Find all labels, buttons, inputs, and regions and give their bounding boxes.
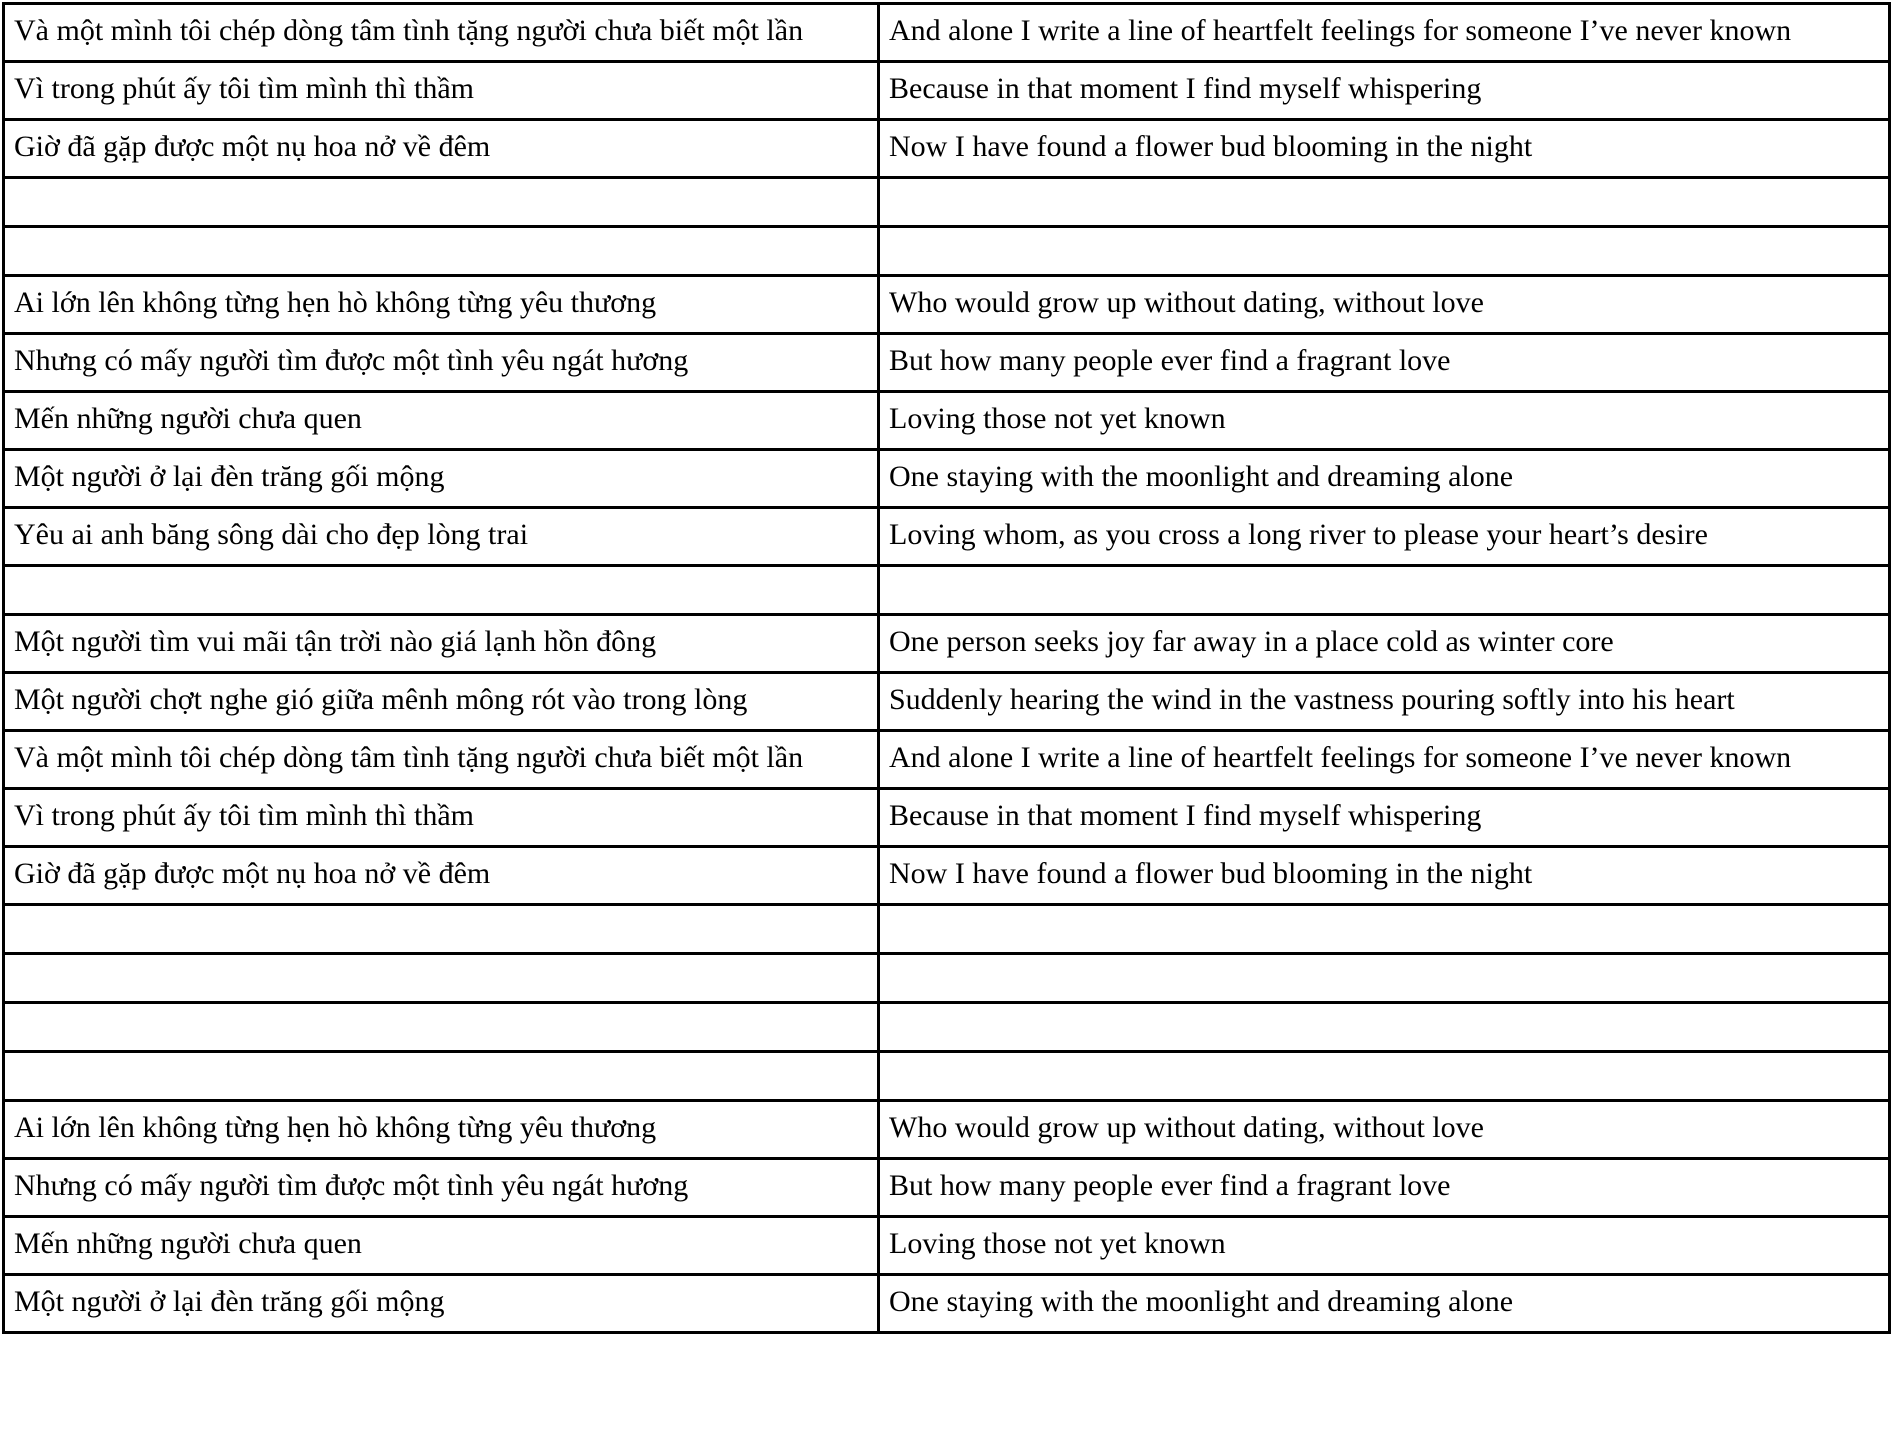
cell-english: [879, 1052, 1890, 1101]
cell-english: One staying with the moonlight and dreaming alone: [879, 1275, 1890, 1333]
cell-english: Loving those not yet known: [879, 1217, 1890, 1275]
cell-vietnamese: Và một mình tôi chép dòng tâm tình tặng người chưa biết một lần: [4, 731, 879, 789]
cell-english: Loving whom, as you cross a long river to please your heart’s desire: [879, 508, 1890, 566]
cell-english: Who would grow up without dating, without love: [879, 276, 1890, 334]
cell-english: Now I have found a flower bud blooming in the night: [879, 120, 1890, 178]
table-row: [4, 1217, 1890, 1275]
cell-english: [879, 905, 1890, 954]
table-row-empty: [4, 1003, 1890, 1052]
cell-vietnamese: Ai lớn lên không từng hẹn hò không từng yêu thương: [4, 276, 879, 334]
table-row: [4, 789, 1890, 847]
table-row: [4, 847, 1890, 905]
cell-english: [879, 1003, 1890, 1052]
table-row: [4, 731, 1890, 789]
cell-english: But how many people ever find a fragrant love: [879, 334, 1890, 392]
cell-vietnamese: Và một mình tôi chép dòng tâm tình tặng người chưa biết một lần: [4, 4, 879, 62]
cell-vietnamese: Ai lớn lên không từng hẹn hò không từng yêu thương: [4, 1101, 879, 1159]
table-row: [4, 392, 1890, 450]
cell-vietnamese: [4, 1003, 879, 1052]
cell-vietnamese: Một người tìm vui mãi tận trời nào giá lạnh hồn đông: [4, 615, 879, 673]
cell-english: One staying with the moonlight and dreaming alone: [879, 450, 1890, 508]
cell-english: Because in that moment I find myself whispering: [879, 789, 1890, 847]
cell-vietnamese: Mến những người chưa quen: [4, 1217, 879, 1275]
table-row: [4, 615, 1890, 673]
cell-english: [879, 227, 1890, 276]
cell-vietnamese: Yêu ai anh băng sông dài cho đẹp lòng trai: [4, 508, 879, 566]
cell-vietnamese: Vì trong phút ấy tôi tìm mình thì thầm: [4, 789, 879, 847]
cell-english: One person seeks joy far away in a place cold as winter core: [879, 615, 1890, 673]
table-row-empty: [4, 954, 1890, 1003]
cell-english: Who would grow up without dating, without love: [879, 1101, 1890, 1159]
cell-vietnamese: [4, 227, 879, 276]
cell-vietnamese: Nhưng có mấy người tìm được một tình yêu ngát hương: [4, 334, 879, 392]
cell-vietnamese: Một người ở lại đèn trăng gối mộng: [4, 1275, 879, 1333]
cell-english: [879, 178, 1890, 227]
cell-english: Because in that moment I find myself whispering: [879, 62, 1890, 120]
cell-vietnamese: Một người chợt nghe gió giữa mênh mông rót vào trong lòng: [4, 673, 879, 731]
cell-english: Suddenly hearing the wind in the vastness pouring softly into his heart: [879, 673, 1890, 731]
cell-vietnamese: [4, 566, 879, 615]
cell-vietnamese: [4, 954, 879, 1003]
cell-english: Loving those not yet known: [879, 392, 1890, 450]
table-row: [4, 508, 1890, 566]
table-row: [4, 276, 1890, 334]
cell-vietnamese: Một người ở lại đèn trăng gối mộng: [4, 450, 879, 508]
table-row: [4, 62, 1890, 120]
table-row: [4, 120, 1890, 178]
cell-vietnamese: [4, 905, 879, 954]
table-row: [4, 334, 1890, 392]
cell-english: And alone I write a line of heartfelt feelings for someone I’ve never known: [879, 4, 1890, 62]
table-row-empty: [4, 566, 1890, 615]
table-row: [4, 450, 1890, 508]
table-row: [4, 4, 1890, 62]
cell-english: [879, 566, 1890, 615]
cell-english: And alone I write a line of heartfelt feelings for someone I’ve never known: [879, 731, 1890, 789]
cell-vietnamese: Giờ đã gặp được một nụ hoa nở về đêm: [4, 847, 879, 905]
table-row-empty: [4, 178, 1890, 227]
lyrics-translation-table: [2, 2, 1891, 1334]
cell-vietnamese: [4, 178, 879, 227]
table-row: [4, 1101, 1890, 1159]
table-row: [4, 673, 1890, 731]
cell-vietnamese: Mến những người chưa quen: [4, 392, 879, 450]
cell-vietnamese: [4, 1052, 879, 1101]
table-row-empty: [4, 1052, 1890, 1101]
cell-vietnamese: Giờ đã gặp được một nụ hoa nở về đêm: [4, 120, 879, 178]
table-row-empty: [4, 905, 1890, 954]
table-row: [4, 1159, 1890, 1217]
cell-vietnamese: Nhưng có mấy người tìm được một tình yêu ngát hương: [4, 1159, 879, 1217]
cell-english: But how many people ever find a fragrant love: [879, 1159, 1890, 1217]
cell-vietnamese: Vì trong phút ấy tôi tìm mình thì thầm: [4, 62, 879, 120]
table-row: [4, 1275, 1890, 1333]
cell-english: [879, 954, 1890, 1003]
table-row-empty: [4, 227, 1890, 276]
cell-english: Now I have found a flower bud blooming in the night: [879, 847, 1890, 905]
